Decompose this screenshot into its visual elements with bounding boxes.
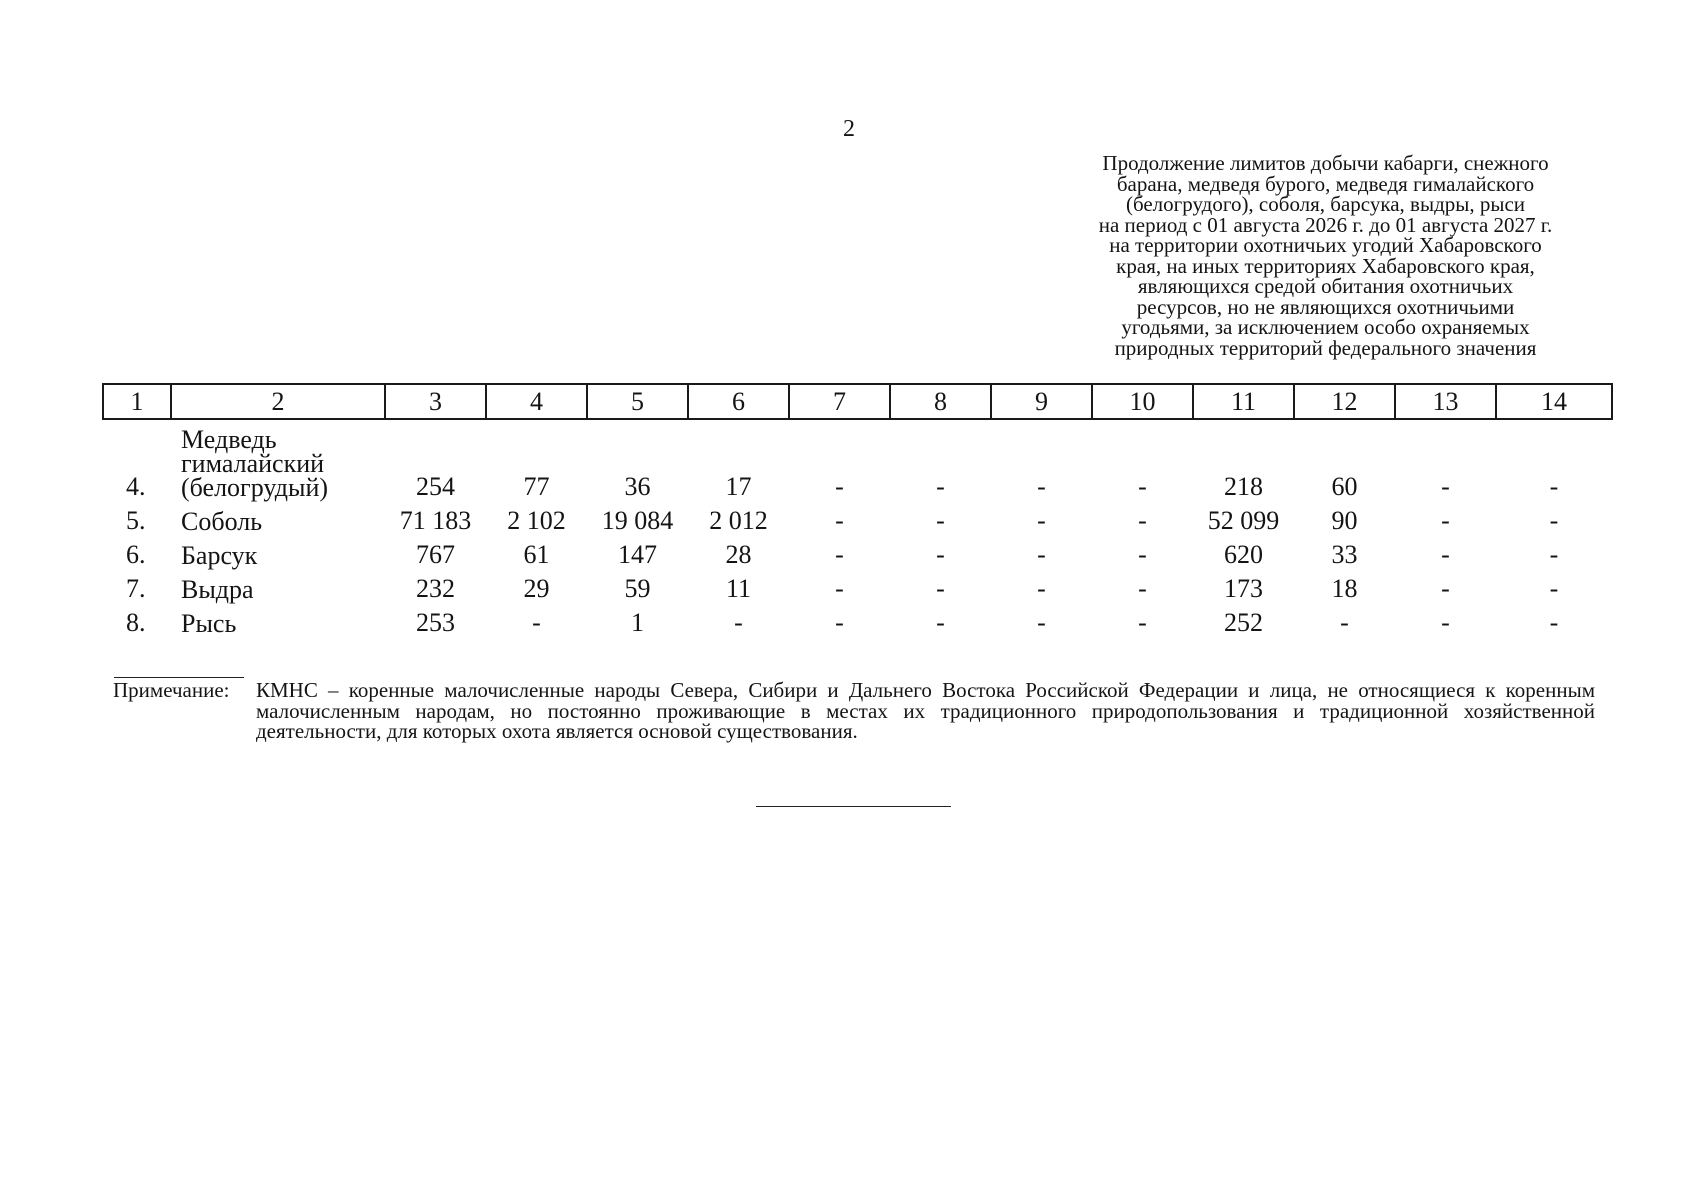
value-cell: -	[1037, 540, 1046, 569]
value-cell: 60	[1331, 472, 1358, 501]
species-name	[171, 500, 385, 534]
value-cell: 29	[523, 574, 550, 603]
column-number: 11	[1193, 384, 1294, 419]
species-name	[171, 602, 385, 636]
value-cell: 254	[416, 472, 455, 501]
table-row	[103, 419, 1612, 500]
row-number: 6.	[126, 540, 146, 569]
heading-line: барана, медведя бурого, медведя гималайского	[1116, 171, 1535, 196]
value-cell: -	[1549, 608, 1559, 637]
species-name	[171, 568, 385, 602]
value-cell: -	[936, 574, 945, 603]
limits-table	[102, 383, 1613, 636]
column-number: 9	[991, 384, 1092, 419]
value-cell: -	[1138, 574, 1147, 603]
note-text: КМНС – коренные малочисленные народы Севера, Сибири и Дальнего Востока Российской Федерации и лица, не относящиеся к коренным малочисленным народам, но постоянно проживающие в местах их традиционного природопользования и традиционной хозяйственной деятельности, для которых охота является основой существования.	[256, 678, 1595, 743]
document-heading	[1058, 153, 1593, 358]
value-cell: 59	[624, 574, 651, 603]
row-number: 5.	[126, 506, 146, 535]
value-cell: -	[835, 472, 844, 501]
value-cell: -	[936, 472, 945, 501]
value-cell: -	[1037, 472, 1046, 501]
value-cell: 77	[523, 472, 550, 501]
table-row	[103, 602, 1612, 636]
heading-line: Продолжение лимитов добычи кабарги, снежного	[1102, 151, 1549, 175]
value-cell: 767	[416, 540, 455, 569]
value-cell: 90	[1331, 506, 1358, 535]
heading-line: края, на иных территориях Хабаровского края,	[1116, 253, 1535, 278]
value-cell: 1	[631, 608, 644, 637]
value-cell: 61	[523, 540, 550, 569]
column-number: 4	[486, 384, 587, 419]
column-number: 7	[789, 384, 890, 419]
value-cell: -	[1441, 540, 1450, 569]
value-cell: -	[1138, 506, 1147, 535]
column-number: 5	[587, 384, 688, 419]
value-cell: 253	[416, 608, 455, 637]
species-name	[171, 419, 385, 500]
value-cell: -	[1037, 574, 1046, 603]
value-cell: -	[1037, 506, 1046, 535]
page-number: 2	[843, 116, 855, 142]
heading-line: на территории охотничьих угодий Хабаровского	[1109, 233, 1542, 257]
value-cell: 147	[618, 540, 657, 569]
value-cell: -	[936, 506, 945, 535]
table-body	[103, 419, 1612, 636]
value-cell: 17	[725, 472, 752, 501]
species-name-line: Рысь	[181, 609, 237, 638]
value-cell: 11	[725, 574, 752, 603]
value-cell: 232	[416, 574, 455, 603]
value-cell: 620	[1224, 540, 1263, 569]
value-cell: -	[1138, 540, 1147, 569]
column-number: 6	[688, 384, 789, 419]
value-cell: -	[1138, 608, 1147, 637]
value-cell: 218	[1224, 472, 1263, 501]
table-row	[103, 500, 1612, 534]
species-name-line: гималайский	[181, 449, 325, 478]
value-cell: -	[835, 506, 844, 535]
species-name-line: (белогрудый)	[181, 473, 329, 502]
value-cell: -	[835, 574, 844, 603]
value-cell: 2 102	[507, 506, 566, 535]
heading-line: угодьями, за исключением особо охраняемых	[1121, 315, 1530, 339]
column-number: 1	[103, 384, 171, 419]
end-separator	[756, 806, 951, 807]
value-cell: 36	[624, 472, 651, 501]
row-number: 4.	[126, 472, 146, 501]
species-name-line: Выдра	[181, 575, 254, 604]
value-cell: 2 012	[709, 506, 768, 535]
value-cell: -	[1441, 472, 1450, 501]
table-row	[103, 568, 1612, 602]
value-cell: 71 183	[399, 506, 472, 535]
value-cell: -	[1340, 608, 1349, 637]
value-cell: -	[1037, 608, 1046, 637]
value-cell: 173	[1224, 574, 1263, 603]
row-number: 7.	[126, 574, 146, 603]
value-cell: 28	[725, 540, 752, 569]
value-cell: -	[1549, 574, 1559, 603]
species-name-line: Барсук	[181, 541, 258, 570]
column-number: 13	[1395, 384, 1496, 419]
column-number: 10	[1092, 384, 1193, 419]
value-cell: -	[835, 608, 844, 637]
value-cell: -	[1549, 540, 1559, 569]
value-cell: 19 084	[601, 506, 674, 535]
column-number: 14	[1496, 384, 1612, 419]
note-label: Примечание:	[113, 678, 230, 702]
value-cell: 33	[1331, 540, 1358, 569]
species-name-line: Медведь	[181, 425, 277, 454]
heading-line: ресурсов, но не являющихся охотничьими	[1136, 294, 1515, 319]
heading-line: на период с 01 августа 2026 г. до 01 августа 2027 г.	[1098, 212, 1553, 237]
column-number: 12	[1294, 384, 1395, 419]
heading-line: являющихся средой обитания охотничьих	[1137, 274, 1514, 298]
species-name	[171, 534, 385, 568]
value-cell: 252	[1224, 608, 1263, 637]
column-number-row	[103, 384, 1612, 419]
column-number: 8	[890, 384, 991, 419]
value-cell: -	[1441, 608, 1450, 637]
heading-line: природных территорий федерального значения	[1114, 335, 1537, 360]
value-cell: -	[734, 608, 743, 637]
value-cell: -	[532, 608, 541, 637]
value-cell: -	[1549, 506, 1559, 535]
value-cell: -	[1549, 472, 1559, 501]
row-number: 8.	[126, 608, 146, 637]
species-name-line: Соболь	[181, 507, 263, 536]
value-cell: 52 099	[1207, 506, 1280, 535]
value-cell: -	[936, 608, 945, 637]
value-cell: -	[1138, 472, 1147, 501]
column-number: 2	[171, 384, 385, 419]
table-row	[103, 534, 1612, 568]
value-cell: -	[835, 540, 844, 569]
value-cell: -	[1441, 574, 1450, 603]
value-cell: -	[936, 540, 945, 569]
heading-line: (белогрудого), соболя, барсука, выдры, рыси	[1125, 192, 1526, 216]
note	[113, 680, 1595, 742]
value-cell: 18	[1331, 574, 1358, 603]
value-cell: -	[1441, 506, 1450, 535]
column-number: 3	[385, 384, 486, 419]
